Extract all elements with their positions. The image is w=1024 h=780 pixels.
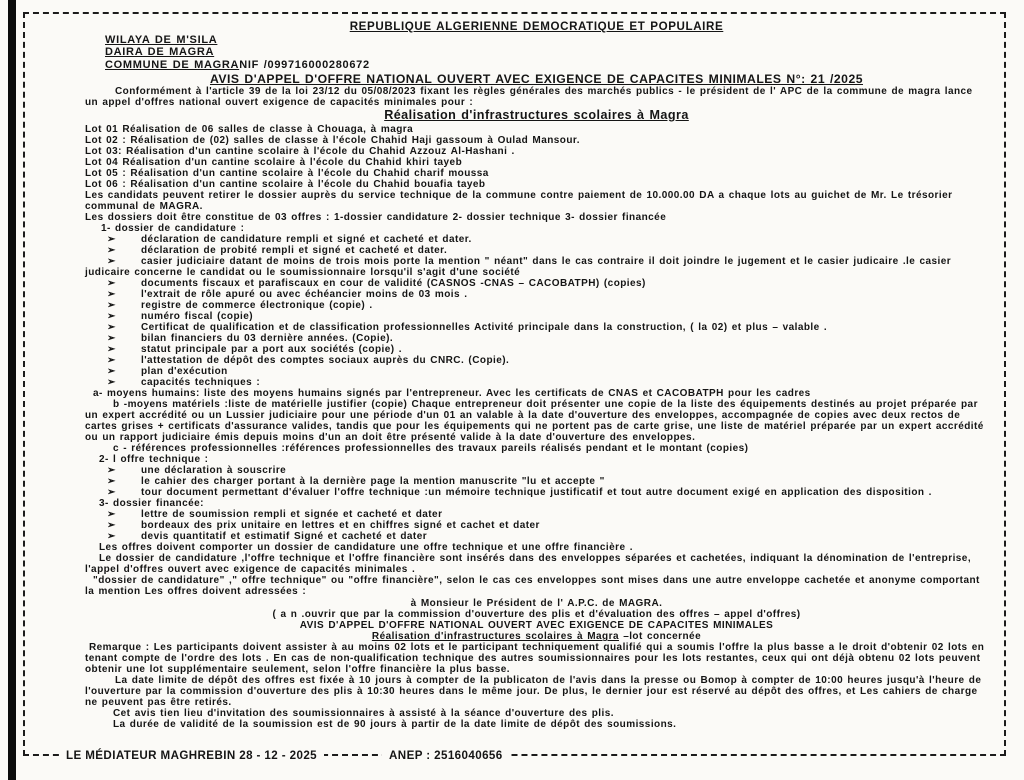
finance-item-text: bordeaux des prix unitaire en lettres et en chiffres signé et cachet et dater — [141, 520, 540, 532]
notice-title: AVIS D'APPEL D'OFFRE NATIONAL OUVERT AVEC EXIGENCE DE CAPACITES MINIMALES N°: 21 /2025 — [209, 72, 863, 87]
lot-line-03: Lot 03: Réalisation d'un cantine scolaire à l'école du Chahid Azzouz Al-Hashani . — [85, 146, 515, 158]
address-project-suffix: –lot concernée — [618, 631, 702, 643]
candidature-item-text: l'extrait de rôle apuré ou avec échéancier moins de 03 mois . — [141, 289, 468, 301]
candidature-item-text: déclaration de probité rempli et signé et cacheté et dater. — [141, 245, 448, 257]
references-paragraph: c - références professionnelles :références professionnelles des travaux pareils réalisés pendant et le montant (copies) — [113, 443, 749, 455]
candidature-item-text: numéro fiscal (copie) — [141, 311, 254, 323]
lot-line-06: Lot 06 : Réalisation d'un cantine scolaire à l'école du Chahid bouafia tayeb — [85, 179, 486, 191]
republic-title: REPUBLIQUE ALGERIENNE DEMOCRATIQUE ET POPULAIRE — [349, 20, 724, 33]
validite-line: La durée de validité de la soumission est de 90 jours à partir de la date limite de dépôt des soumissions. — [113, 719, 677, 731]
section3-title: 3- dossier financée: — [99, 498, 204, 510]
bullet-arrow-icon: ➢ — [107, 311, 116, 323]
candidature-list — [85, 234, 988, 388]
bullet-arrow-icon: ➢ — [107, 487, 116, 499]
moyens-humains-paragraph: a- moyens humains: liste des moyens humains signés par l'entrepreneur. Avec les certificats de CNAS et CACOBATPH pour les cadres — [93, 388, 811, 400]
candidature-item — [85, 366, 988, 377]
bullet-arrow-icon: ➢ — [107, 322, 116, 334]
technique-item — [85, 487, 988, 498]
retrait-paragraph: Les candidats peuvent retirer le dossier auprès du service technique de la commune contre paiement de 10.000.00 DA a chaque lots au guichet de Mr. Le trésorier communal de MAGRA. — [85, 190, 953, 213]
technique-item-text: une déclaration à souscrire — [141, 465, 287, 477]
technique-item-text: tour document permettant d'évaluer l'offre technique :un mémoire technique justificatif et tout autre document exigé en application des disposition . — [141, 487, 932, 499]
bullet-arrow-icon: ➢ — [107, 256, 116, 268]
issuer-block — [105, 34, 988, 71]
candidature-item-text: statut principale par a port aux sociétés (copie) . — [141, 344, 403, 356]
candidature-item-text: bilan financiers du 03 dernière années. (Copie). — [141, 333, 394, 345]
section1-title: 1- dossier de candidature : — [101, 223, 245, 235]
date-limite-paragraph: La date limite de dépôt des offres est fixée à 10 jours à compter de la publicaton de l'avis dans la presse ou Bomop à compter de 10:00 heures jusqu'à l'heure de l'ouverture par la commission d'ouverture des plis à 10:30 heures dans le même jour. De plus, le dernier jour est réservé au dépôt des offres, et Les cahiers de charge ne peuvent pas être retirés. — [85, 675, 982, 709]
bullet-arrow-icon: ➢ — [107, 520, 116, 532]
address-line-avis: AVIS D'APPEL D'OFFRE NATIONAL OUVERT AVEC EXIGENCE DE CAPACITES MINIMALES — [299, 620, 774, 632]
section2-title: 2- l offre technique : — [99, 454, 209, 466]
commune-line: COMMUNE DE MAGRA — [105, 58, 240, 71]
technique-item — [85, 476, 988, 487]
candidature-item — [85, 256, 988, 278]
candidature-item-text: plan d'exécution — [141, 366, 228, 378]
daira-line: DAIRA DE MAGRA — [105, 46, 215, 59]
candidature-item — [85, 245, 988, 256]
candidature-item — [85, 278, 988, 289]
bullet-arrow-icon: ➢ — [107, 366, 116, 378]
candidature-item — [85, 377, 988, 388]
technique-list — [85, 465, 988, 498]
moyens-materiels-paragraph: b -moyens matériels :liste de matérielle justifier (copie) Chaque entrepreneur doit présenter une copie de la liste des équipements destinés au projet préparée par un expert accrédité ou un Lussier judiciaire pour une période d'un 01 an valable à la date d'ouverture des enveloppes, accompagnée de copies avec deux rectos de cartes grises + certificats d'assurance valides, tandis que pour les équipements qui ne portent pas de carte grise, une liste de matériel préparée par un expert accrédité ou un rapport judiciaire émis depuis moins d'un an doit être présenté valide à la date d'ouverture des enveloppes. — [85, 399, 984, 444]
lot-line-05: Lot 05 : Réalisation d'un cantine scolaire à l'école du Chahid charif moussa — [85, 168, 489, 180]
candidature-item-text: l'attestation de dépôt des comptes sociaux auprès du CNRC. (Copie). — [141, 355, 510, 367]
bullet-arrow-icon: ➢ — [107, 465, 116, 477]
candidature-item — [85, 333, 988, 344]
bullet-arrow-icon: ➢ — [107, 531, 116, 543]
technique-item — [85, 465, 988, 476]
nif-number: NIF /099716000280672 — [239, 58, 370, 71]
lot-list — [85, 124, 988, 190]
footer-line — [59, 749, 994, 762]
commune-nif-row — [105, 59, 376, 71]
bullet-arrow-icon: ➢ — [107, 509, 116, 521]
candidature-item — [85, 300, 988, 311]
candidature-item — [85, 344, 988, 355]
bullet-arrow-icon: ➢ — [107, 300, 116, 312]
candidature-item-text: Certificat de qualification et de classification professionnelles Activité principale dans la construction, ( la 02) et plus – valable . — [141, 322, 828, 334]
address-line-president: à Monsieur le Président de l' A.P.C. de MAGRA. — [410, 598, 663, 610]
candidature-item — [85, 289, 988, 300]
candidature-item — [85, 355, 988, 366]
mention-paragraph: "dossier de candidature" ," offre technique" ou "offre financière", selon le cas ces enveloppes sont mises dans une autre enveloppe cachetée et anonyme comportant la mention Les offres doivent adressées : — [85, 575, 980, 598]
candidature-item-text: registre de commerce électronique (copie) . — [141, 300, 373, 312]
bullet-arrow-icon: ➢ — [107, 278, 116, 290]
anep-number: ANEP : 2516040656 — [382, 749, 510, 762]
scan-edge-bar — [8, 0, 16, 780]
remarque-paragraph: Remarque : Les participants doivent assister à au moins 02 lots et le participant techniquement qualifié qui a soumis l'offre la plus basse a le droit d'obtenir 02 lots en tenant compte de l'ordre des lots . En cas de non-qualification technique des autres soumissionnaires pour les lots restantes, ceux qui ont déjà obtenu 02 lots peuvent obtenir une lot supplémentaire seulement, selon l'offre financière la plus basse. — [85, 642, 985, 676]
candidature-item-text: documents fiscaux et parafiscaux en cour de validité (CASNOS -CNAS – CACOBATPH) (copies) — [141, 278, 646, 290]
bullet-arrow-icon: ➢ — [107, 377, 116, 389]
enveloppes-paragraph: Le dossier de candidature ,l'offre technique et l'offre financière sont insérés dans des enveloppes séparées et cachetées, indiquant la dénomination de l'entreprise, l'appel d'offres ouvert avec exigence de capacités minimales . — [85, 553, 972, 576]
notice-dashed-frame — [23, 12, 1006, 762]
lot-line-01: Lot 01 Réalisation de 06 salles de classe à Chouaga, à magra — [85, 124, 414, 136]
candidature-item-text: déclaration de candidature rempli et signé et cacheté et dater. — [141, 234, 472, 246]
address-project-underlined: Réalisation d'infrastructures scolaires à Magra — [371, 631, 619, 643]
candidature-item-text: casier judiciaire datant de moins de trois mois porte la mention " néant" dans le cas contraire il doit joindre le jugement et le casier judicaire .le casier judicaire concerne le candidat ou le soumissionnaire lorsqu'il s'agit d'une société — [85, 256, 952, 279]
lot-line-02: Lot 02 : Réalisation de (02) salles de classe à l'école Chahid Haji gassoum à Oulad Mansour. — [85, 135, 580, 147]
journal-name-date: LE MÉDIATEUR MAGHREBIN 28 - 12 - 2025 — [59, 749, 324, 762]
bullet-arrow-icon: ➢ — [107, 289, 116, 301]
candidature-item — [85, 311, 988, 322]
bullet-arrow-icon: ➢ — [107, 234, 116, 246]
bullet-arrow-icon: ➢ — [107, 333, 116, 345]
finance-item — [85, 509, 988, 520]
finance-item — [85, 520, 988, 531]
candidature-item — [85, 322, 988, 333]
bullet-arrow-icon: ➢ — [107, 476, 116, 488]
lot-line-04: Lot 04 Réalisation d'un cantine scolaire à l'école du Chahid khiri tayeb — [85, 157, 463, 169]
bullet-arrow-icon: ➢ — [107, 355, 116, 367]
finance-item-text: lettre de soumission rempli et signée et cacheté et dater — [141, 509, 443, 521]
candidature-item-text: capacités techniques : — [141, 377, 261, 389]
finance-item-text: devis quantitatif et estimatif Signé et cacheté et dater — [141, 531, 428, 543]
invitation-line: Cet avis tien lieu d'invitation des soumissionnaires à assisté à la séance d'ouverture des plis. — [113, 708, 615, 720]
candidature-item — [85, 234, 988, 245]
dossiers-intro: Les dossiers doit être constitue de 03 offres : 1-dossier candidature 2- dossier technique 3- dossier financée — [85, 212, 667, 224]
offres-comporter-line: Les offres doivent comporter un dossier de candidature une offre technique et une offre financière . — [99, 542, 633, 554]
address-line-project — [85, 631, 988, 642]
finance-list — [85, 509, 988, 542]
finance-item — [85, 531, 988, 542]
project-title: Réalisation d'infrastructures scolaires à Magra — [384, 108, 689, 123]
notice-content — [25, 14, 1004, 754]
bullet-arrow-icon: ➢ — [107, 344, 116, 356]
intro-paragraph: Conformément à l'article 39 de la loi 23/12 du 05/08/2023 fixant les règles générales des marchés publics - le président de l' APC de la commune de magra lance un appel d'offres national ouvert exigence de capacités minimales pour : — [85, 86, 973, 109]
bullet-arrow-icon: ➢ — [107, 245, 116, 257]
wilaya-line: WILAYA DE M'SILA — [105, 34, 218, 46]
technique-item-text: le cahier des charger portant à la dernière page la mention manuscrite "lu et accepte " — [141, 476, 605, 488]
address-line-commission: ( a n .ouvrir que par la commission d'ouverture des plis et d'évaluation des offres – appel d'offres) — [272, 609, 801, 621]
